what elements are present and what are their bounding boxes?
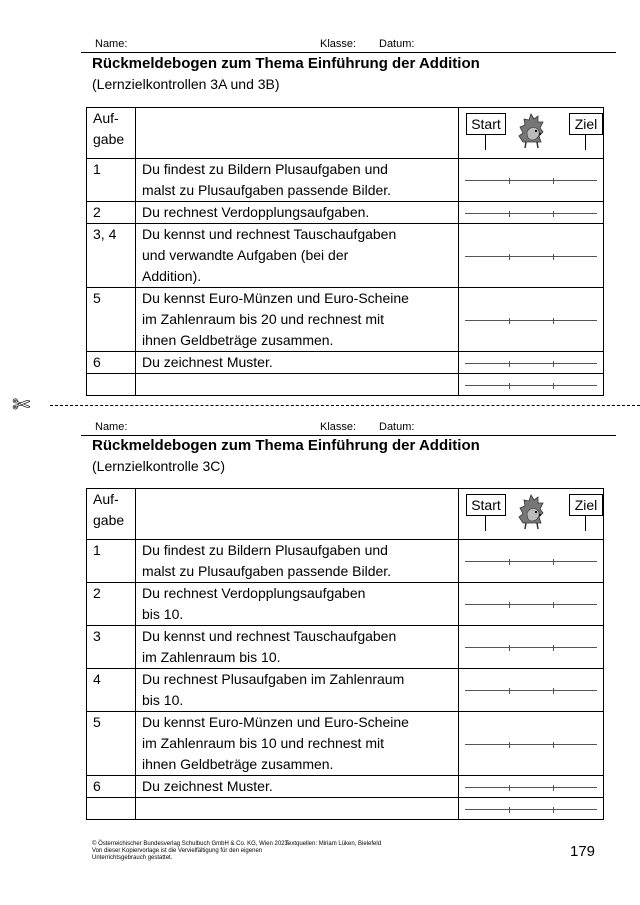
progress-scale[interactable] [465, 561, 597, 562]
scale-tick [509, 807, 510, 813]
task-number: 3, 4 [87, 224, 136, 288]
table-header-row [87, 489, 604, 540]
scale-tick [553, 211, 554, 217]
cut-line [50, 405, 640, 406]
task-number: 4 [87, 669, 136, 712]
start-marker-line [485, 515, 486, 531]
copyright-notice [92, 841, 292, 862]
scale-tick [509, 254, 510, 260]
task-number: 2 [87, 202, 136, 224]
description-line: Du rechnest Verdopplungsaufgaben [142, 585, 366, 601]
task-number: 6 [87, 776, 136, 798]
start-label: Start [466, 113, 506, 135]
progress-scale-cell[interactable] [459, 352, 604, 374]
progress-column-header [459, 108, 604, 159]
goal-label: Ziel [569, 494, 603, 516]
table-row [87, 669, 604, 712]
scale-tick [509, 361, 510, 367]
task-number [87, 798, 136, 820]
description-line: Addition). [142, 268, 202, 284]
table-row [87, 776, 604, 798]
progress-scale[interactable] [465, 809, 597, 810]
task-number: 5 [87, 712, 136, 776]
progress-scale-cell[interactable] [459, 202, 604, 224]
scale-tick [509, 645, 510, 651]
task-number: 3 [87, 626, 136, 669]
task-description [136, 540, 459, 583]
task-number: 5 [87, 288, 136, 352]
table-row [87, 288, 604, 352]
progress-scale[interactable] [465, 320, 597, 321]
task-description [136, 798, 459, 820]
table-row [87, 540, 604, 583]
name-label: Name: [95, 38, 128, 50]
scale-tick [553, 785, 554, 791]
progress-scale[interactable] [465, 604, 597, 605]
description-line: bis 10. [142, 606, 184, 622]
copyright-line: © Österreichischer Bundesverlag Schulbuch GmbH & Co. KG, Wien 2023. [92, 841, 290, 847]
scale-tick [553, 645, 554, 651]
table-row [87, 712, 604, 776]
scale-tick [553, 178, 554, 184]
table-row [87, 626, 604, 669]
page-number: 179 [570, 843, 596, 860]
progress-scale-cell[interactable] [459, 583, 604, 626]
text-sources: Textquellen: Miriam Lüken, Bielefeld [285, 841, 382, 847]
task-number: 1 [87, 540, 136, 583]
feedback-table [86, 107, 604, 396]
header-line: Auf- [93, 110, 119, 126]
progress-scale[interactable] [465, 363, 597, 364]
task-description [136, 626, 459, 669]
progress-column-header [459, 489, 604, 540]
progress-scale[interactable] [465, 213, 597, 214]
page-subtitle: (Lernzielkontrolle 3C) [92, 458, 226, 474]
scale-tick [509, 318, 510, 324]
scale-tick [553, 559, 554, 565]
description-line: Du rechnest Verdopplungsaufgaben. [142, 204, 370, 220]
scale-tick [509, 211, 510, 217]
description-line: im Zahlenraum bis 10 und rechnest mit [142, 735, 384, 751]
progress-scale-cell[interactable] [459, 776, 604, 798]
hedgehog-icon [517, 112, 547, 150]
table-row [87, 159, 604, 202]
description-line: Du findest zu Bildern Plusaufgaben und [142, 542, 388, 558]
description-line: und verwandte Aufgaben (bei der [142, 247, 349, 263]
task-number: 6 [87, 352, 136, 374]
progress-scale[interactable] [465, 787, 597, 788]
goal-marker-line [585, 515, 586, 531]
description-line: Du zeichnest Muster. [142, 354, 273, 370]
progress-scale-cell[interactable] [459, 626, 604, 669]
scale-tick [509, 559, 510, 565]
header-rule [81, 435, 616, 436]
table-row [87, 374, 604, 396]
progress-scale[interactable] [465, 690, 597, 691]
page-title: Rückmeldebogen zum Thema Einführung der Addition [92, 437, 480, 454]
task-description [136, 374, 459, 396]
table-header-row [87, 108, 604, 159]
progress-scale[interactable] [465, 647, 597, 648]
table-row [87, 583, 604, 626]
description-line: bis 10. [142, 692, 184, 708]
task-description [136, 583, 459, 626]
name-label: Name: [95, 421, 128, 433]
description-line: malst zu Plusaufgaben passende Bilder. [142, 182, 392, 198]
description-line: im Zahlenraum bis 20 und rechnest mit [142, 311, 384, 327]
start-marker-line [485, 134, 486, 150]
table-row [87, 224, 604, 288]
description-line: im Zahlenraum bis 10. [142, 649, 281, 665]
task-column-header [87, 489, 136, 540]
scale-tick [553, 254, 554, 260]
scale-tick [509, 383, 510, 389]
description-line: Du kennst und rechnest Tauschaufgaben [142, 226, 397, 242]
scale-tick [553, 383, 554, 389]
description-line: Du kennst und rechnest Tauschaufgaben [142, 628, 397, 644]
task-description [136, 712, 459, 776]
description-line: ihnen Geldbeträge zusammen. [142, 756, 334, 772]
table-row [87, 352, 604, 374]
date-label: Datum: [379, 421, 415, 433]
task-number: 2 [87, 583, 136, 626]
scissors-icon: ✄ [12, 392, 31, 417]
scale-tick [553, 602, 554, 608]
progress-scale[interactable] [465, 180, 597, 181]
description-line: Du kennst Euro-Münzen und Euro-Scheine [142, 714, 409, 730]
task-description [136, 352, 459, 374]
page-subtitle: (Lernzielkontrollen 3A und 3B) [92, 76, 280, 92]
scale-tick [553, 807, 554, 813]
task-description [136, 224, 459, 288]
task-description [136, 202, 459, 224]
scale-tick [553, 688, 554, 694]
task-description [136, 669, 459, 712]
progress-scale-cell[interactable] [459, 669, 604, 712]
goal-marker-line [585, 134, 586, 150]
description-line: Du zeichnest Muster. [142, 778, 273, 794]
description-line [142, 798, 452, 819]
description-line [142, 374, 452, 395]
header-line: gabe [93, 512, 125, 528]
description-column-header [136, 489, 459, 540]
date-label: Datum: [379, 38, 415, 50]
copyright-line: Unterrichtsgebrauch gestattet. [92, 855, 173, 861]
goal-label: Ziel [569, 113, 603, 135]
scale-tick [509, 785, 510, 791]
description-line: malst zu Plusaufgaben passende Bilder. [142, 563, 392, 579]
feedback-table [86, 488, 604, 820]
progress-scale-cell[interactable] [459, 159, 604, 202]
page-title: Rückmeldebogen zum Thema Einführung der Addition [92, 55, 480, 72]
description-column-header [136, 108, 459, 159]
progress-scale-cell[interactable] [459, 374, 604, 396]
header-rule [81, 52, 616, 53]
progress-scale[interactable] [465, 744, 597, 745]
scale-tick [553, 361, 554, 367]
scale-tick [509, 688, 510, 694]
task-number [87, 374, 136, 396]
header-line: Auf- [93, 491, 119, 507]
scale-tick [553, 318, 554, 324]
scale-tick [509, 178, 510, 184]
copyright-line: Von dieser Kopiervorlage ist die Vervielfältigung für den eigenen [92, 848, 263, 854]
task-description [136, 288, 459, 352]
table-row [87, 202, 604, 224]
progress-scale-cell[interactable] [459, 712, 604, 776]
progress-scale-cell[interactable] [459, 540, 604, 583]
class-label: Klasse: [320, 38, 357, 50]
class-label: Klasse: [320, 421, 357, 433]
progress-scale[interactable] [465, 256, 597, 257]
progress-scale[interactable] [465, 385, 597, 386]
task-description [136, 776, 459, 798]
description-line: Du kennst Euro-Münzen und Euro-Scheine [142, 290, 409, 306]
scale-tick [509, 602, 510, 608]
progress-scale-cell[interactable] [459, 224, 604, 288]
progress-scale-cell[interactable] [459, 798, 604, 820]
table-row [87, 798, 604, 820]
task-description [136, 159, 459, 202]
progress-scale-cell[interactable] [459, 288, 604, 352]
header-line: gabe [93, 131, 125, 147]
hedgehog-icon [517, 493, 547, 531]
task-number: 1 [87, 159, 136, 202]
description-line: Du findest zu Bildern Plusaufgaben und [142, 161, 388, 177]
scale-tick [509, 742, 510, 748]
scale-tick [553, 742, 554, 748]
description-line: ihnen Geldbeträge zusammen. [142, 332, 334, 348]
description-line: Du rechnest Plusaufgaben im Zahlenraum [142, 671, 405, 687]
start-label: Start [466, 494, 506, 516]
task-column-header [87, 108, 136, 159]
